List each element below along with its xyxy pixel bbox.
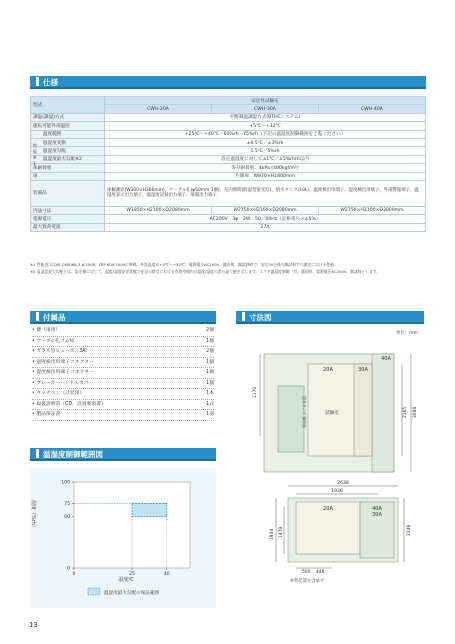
- list-item: • 温度検出用端子コネクター 1個: [32, 358, 214, 369]
- dimension-note: ※突起部を含めず: [290, 579, 325, 584]
- elevation-40a-block: [372, 354, 394, 472]
- row-value: W2750×H2100×D2080mm: [211, 206, 318, 214]
- control-range-heading: 温湿度制御範囲図: [30, 448, 216, 461]
- heading-marker-icon: [36, 312, 39, 321]
- heading-marker-icon: [36, 77, 39, 86]
- row-value: W1850×H2100×D2080mm: [105, 206, 212, 214]
- list-item: • 製品保証書 1部: [32, 410, 214, 421]
- dim-1934: 1934: [270, 528, 275, 540]
- row-value: AC200V 3φ 3W 50／60Hz（定格電圧の±5%）: [105, 215, 426, 223]
- row-value: W2750×H2100×D3000mm: [318, 206, 425, 214]
- note-2: ※2 温湿度最大勾配とは、設定値に対して、温度/湿度安定状態で任意の時点における有効空間内の温度/湿度の差の最大値を示します。エリア温湿度制御「有」選択時、電源電圧AC200V、無試料とします。: [30, 268, 381, 274]
- legend-swatch: [88, 588, 100, 595]
- side-label: 性能※1: [33, 143, 38, 166]
- list-item: • 鍵（扉用） 2個: [32, 326, 214, 337]
- list-item: • ブレーカーハンドルカバー 1個: [32, 379, 214, 390]
- dim-500: 500: [302, 570, 311, 575]
- list-item: • 湿度検出用端子コネクター 1個: [32, 368, 214, 379]
- chart-ylabel: 湿度（%rh）: [30, 500, 36, 530]
- row-label: 最大負荷電流: [31, 223, 105, 231]
- row-value: 扉観測窓(W300×H300mm)、ケーブル孔(φ50mm 1個)、室内照明(防湿型蛍光灯)、給水タンク(10L)、温度検出用端子、湿度検出用端子、外部警報端子、温湿度表示出力端子、温湿度記録出力端子、扉開出力端子: [105, 180, 426, 206]
- model-40a: CWH-40A: [318, 105, 425, 113]
- y-tick-label: 0: [67, 566, 70, 572]
- label-chamber: 試験室: [325, 411, 339, 416]
- plan-label-20a: 20A: [323, 506, 333, 512]
- row-label: 運転可能外部温度: [31, 122, 105, 130]
- row-label: 内法寸法: [31, 206, 105, 214]
- row-label: 温湿度最大勾配※2: [31, 155, 105, 163]
- row-value: 27A: [105, 223, 426, 231]
- x-tick-label: 40: [163, 572, 170, 577]
- x-tick-label: 0: [72, 572, 76, 577]
- y-tick-label: 100: [61, 480, 70, 486]
- model-30a: CWH-30A: [211, 105, 318, 113]
- row-value: 平衡調温調湿方式(BTHCシステム): [105, 113, 426, 121]
- list-item: • ガラス管ヒューズ（3A） 2個: [32, 347, 214, 358]
- plan-label-30a: 30A: [372, 512, 382, 518]
- dimensions-heading: 寸法図: [236, 311, 424, 324]
- dim-1936: 1936: [331, 489, 343, 494]
- spec-table: [30, 96, 426, 232]
- label-20a: 20A: [323, 367, 333, 373]
- row-value: 設定温湿度に対して±1℃／±5%rhrh以内: [105, 155, 426, 163]
- label-40a: 40A: [381, 356, 391, 362]
- x-tick-label: 25: [129, 572, 135, 577]
- label-side-panel: 給水タンク 操作部: [302, 396, 307, 428]
- dim-3088: 3088: [413, 406, 418, 418]
- chart-xlabel: 温度℃: [118, 577, 134, 583]
- y-tick-label: 60: [64, 515, 70, 520]
- dim-2165: 2165: [403, 406, 408, 418]
- heading-marker-icon: [242, 312, 245, 321]
- page-number: 13: [29, 621, 38, 629]
- row-value: 1.5℃／5%rh: [105, 147, 426, 155]
- dim-2248: 2248: [407, 524, 412, 536]
- row-value: +5℃～+32℃: [105, 122, 426, 130]
- spec-notes: [30, 262, 426, 274]
- row-value: 等分耐荷重：4kPa (400kgf/m²): [105, 164, 426, 172]
- heading-marker-icon: [36, 449, 39, 458]
- row-label: 調温(調湿)方式: [31, 113, 105, 121]
- note-1: ※1 性能表示はJIS-C60068-3-6:2008、JTM K09:2009に準拠。外設温度が+5℃～+32℃、電源電圧AC200V、無負荷、無試料時で、安定30分後の無試料での測定における性能。: [30, 262, 338, 267]
- spec-heading: 仕様: [30, 76, 426, 89]
- dim-2638: 2638: [337, 481, 349, 486]
- row-label: 温度範囲: [31, 130, 105, 138]
- dimension-drawing: [236, 326, 424, 576]
- list-item: • ケーブル孔ゴム栓 1個: [32, 337, 214, 348]
- y-tick-label: 75: [64, 502, 70, 508]
- dim-446: 446: [316, 570, 325, 575]
- dim-1170: 1170: [253, 386, 258, 398]
- row-value: 片開扉 W870×H1800mm: [105, 172, 426, 180]
- model-label: 型式: [31, 97, 105, 114]
- list-item: • タッチペン（計装用） 1本: [32, 389, 214, 400]
- side-panel: [278, 386, 304, 452]
- accessories-list: [32, 326, 214, 421]
- label-30a: 30A: [358, 367, 368, 373]
- accessories-heading: 付属品: [30, 311, 216, 324]
- row-label: 体耐荷重: [31, 164, 105, 172]
- row-value: +25℃～+40℃／60%rh～75%rh（下記の温湿度制御範囲をご覧ください）: [105, 130, 426, 138]
- row-label: 温湿度変動: [31, 138, 105, 146]
- row-label: 扉: [31, 172, 105, 180]
- safety-label: 安定性試験室: [105, 97, 426, 105]
- legend-label: 温湿度最大勾配の保証範囲: [104, 591, 160, 596]
- elevation-30a-block: [354, 364, 372, 456]
- row-label: 温湿度勾配: [31, 147, 105, 155]
- row-label: 電源電圧: [31, 215, 105, 223]
- plan-label-40a: 40A: [372, 506, 382, 512]
- row-value: ±0.5℃／±3%rh: [105, 138, 426, 146]
- row-label: 装備品: [31, 180, 105, 206]
- model-20a: CWH-20A: [105, 105, 212, 113]
- control-region: [132, 504, 167, 517]
- control-range-chart: [30, 468, 216, 608]
- list-item: • 取扱説明書（CD、設置要領書） 1式: [32, 400, 214, 411]
- unit-label: 単位：mm: [396, 331, 418, 336]
- dim-1479: 1479: [279, 526, 284, 538]
